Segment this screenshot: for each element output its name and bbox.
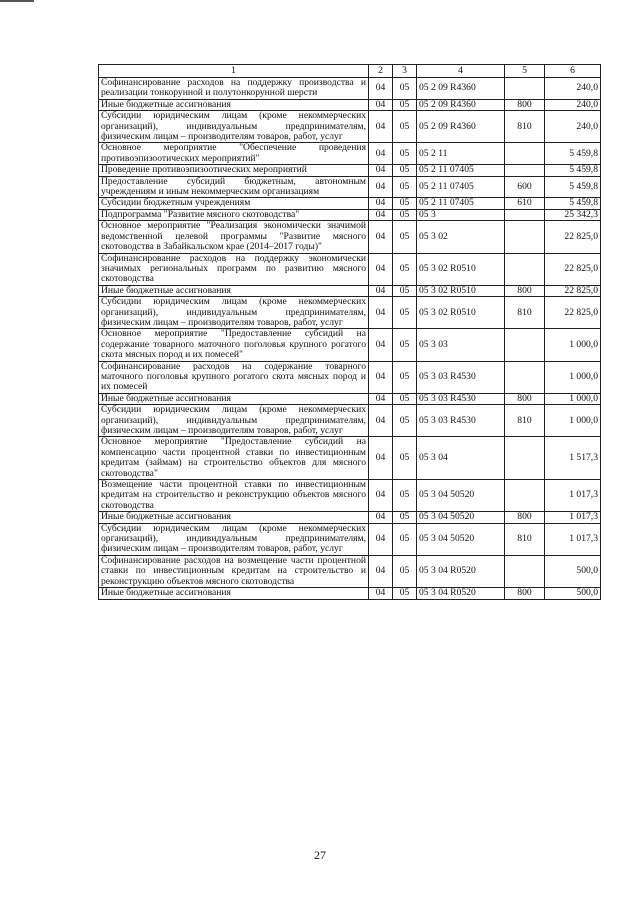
target-article-cell: 05 3 04 R0520 (417, 588, 505, 599)
section-code-cell: 04 (369, 111, 393, 143)
subsection-code-cell: 05 (393, 285, 417, 296)
expense-type-cell (505, 555, 545, 587)
expense-type-cell: 810 (505, 405, 545, 437)
subsection-code-cell: 05 (393, 588, 417, 599)
table-row (99, 221, 601, 253)
table-row (99, 523, 601, 555)
target-article-cell: 05 2 11 07405 (417, 176, 505, 198)
table-header-row (99, 65, 601, 78)
row-name-cell: Софинансирование расходов на возмещение части процентной ставки по инвестиционным кредитам на строительство и реконструкцию объектов мясного скотоводства (99, 555, 369, 587)
row-name-cell: Проведение противоэпизоотических мероприятий (99, 165, 369, 176)
top-edge-mark (0, 0, 34, 2)
amount-cell: 25 342,3 (545, 209, 601, 220)
target-article-cell: 05 2 09 R4360 (417, 111, 505, 143)
table-row (99, 165, 601, 176)
row-name-cell: Субсидии юридическим лицам (кроме некоммерческих организаций), индивидуальным предпринимателям, физическим лицам – производителям товаров, работ, услуг (99, 297, 369, 329)
expense-type-cell (505, 480, 545, 512)
amount-cell: 1 000,0 (545, 405, 601, 437)
subsection-code-cell: 05 (393, 176, 417, 198)
target-article-cell: 05 3 04 R0520 (417, 555, 505, 587)
row-name-cell: Иные бюджетные ассигнования (99, 99, 369, 110)
row-name-cell: Основное мероприятие "Предоставление субсидий на содержание товарного маточного поголовья крупного рогатого скота мясных пород и их помесей" (99, 329, 369, 361)
expense-type-cell (505, 253, 545, 285)
row-name-cell: Иные бюджетные ассигнования (99, 393, 369, 404)
section-code-cell: 04 (369, 512, 393, 523)
subsection-code-cell: 05 (393, 78, 417, 100)
target-article-cell: 05 3 02 (417, 221, 505, 253)
table-row (99, 329, 601, 361)
amount-cell: 1 017,3 (545, 523, 601, 555)
table-row (99, 405, 601, 437)
table-row (99, 512, 601, 523)
expense-type-cell (505, 209, 545, 220)
expense-type-cell: 610 (505, 198, 545, 209)
table-row (99, 555, 601, 587)
table-row (99, 176, 601, 198)
target-article-cell: 05 2 11 07405 (417, 165, 505, 176)
table-row (99, 393, 601, 404)
row-name-cell: Софинансирование расходов на поддержку экономически значимых региональных программ по развитию мясного скотоводства (99, 253, 369, 285)
target-article-cell: 05 2 09 R4360 (417, 99, 505, 110)
subsection-code-cell: 05 (393, 209, 417, 220)
table-row (99, 437, 601, 480)
column-header: 5 (505, 65, 545, 78)
target-article-cell: 05 3 03 R4530 (417, 405, 505, 437)
row-name-cell: Основное мероприятие "Реализация экономически значимой ведомственной целевой программы "Развитие мясного скотоводства в Забайкальском крае (2014–2017 годы)" (99, 221, 369, 253)
expense-type-cell: 800 (505, 512, 545, 523)
table-row (99, 253, 601, 285)
subsection-code-cell: 05 (393, 221, 417, 253)
table-row (99, 480, 601, 512)
subsection-code-cell: 05 (393, 198, 417, 209)
amount-cell: 5 459,8 (545, 143, 601, 165)
subsection-code-cell: 05 (393, 512, 417, 523)
expense-type-cell (505, 78, 545, 100)
row-name-cell: Основное мероприятие "Обеспечение проведения противоэпизоотических мероприятий" (99, 143, 369, 165)
expense-type-cell (505, 329, 545, 361)
target-article-cell: 05 3 03 R4530 (417, 361, 505, 393)
table-row (99, 198, 601, 209)
budget-table (98, 64, 601, 600)
expense-type-cell (505, 361, 545, 393)
table-row (99, 111, 601, 143)
section-code-cell: 04 (369, 555, 393, 587)
expense-type-cell (505, 165, 545, 176)
target-article-cell: 05 3 02 R0510 (417, 297, 505, 329)
table-row (99, 361, 601, 393)
amount-cell: 5 459,8 (545, 198, 601, 209)
target-article-cell: 05 3 03 (417, 329, 505, 361)
expense-type-cell (505, 437, 545, 480)
table-row (99, 285, 601, 296)
table-row (99, 588, 601, 599)
section-code-cell: 04 (369, 393, 393, 404)
table-row (99, 99, 601, 110)
table-row (99, 143, 601, 165)
amount-cell: 22 825,0 (545, 221, 601, 253)
subsection-code-cell: 05 (393, 523, 417, 555)
column-header: 1 (99, 65, 369, 78)
section-code-cell: 04 (369, 143, 393, 165)
subsection-code-cell: 05 (393, 437, 417, 480)
expense-type-cell: 800 (505, 285, 545, 296)
section-code-cell: 04 (369, 588, 393, 599)
amount-cell: 240,0 (545, 99, 601, 110)
column-header: 2 (369, 65, 393, 78)
column-header: 6 (545, 65, 601, 78)
target-article-cell: 05 2 11 07405 (417, 198, 505, 209)
subsection-code-cell: 05 (393, 99, 417, 110)
row-name-cell: Софинансирование расходов на содержание товарного маточного поголовья крупного рогатого скота мясных пород и их помесей (99, 361, 369, 393)
target-article-cell: 05 2 11 (417, 143, 505, 165)
expense-type-cell: 800 (505, 99, 545, 110)
target-article-cell: 05 3 04 50520 (417, 512, 505, 523)
section-code-cell: 04 (369, 165, 393, 176)
section-code-cell: 04 (369, 285, 393, 296)
amount-cell: 22 825,0 (545, 297, 601, 329)
amount-cell: 240,0 (545, 111, 601, 143)
subsection-code-cell: 05 (393, 297, 417, 329)
amount-cell: 22 825,0 (545, 253, 601, 285)
amount-cell: 5 459,8 (545, 176, 601, 198)
target-article-cell: 05 3 04 (417, 437, 505, 480)
row-name-cell: Иные бюджетные ассигнования (99, 588, 369, 599)
amount-cell: 1 000,0 (545, 361, 601, 393)
section-code-cell: 04 (369, 480, 393, 512)
row-name-cell: Возмещение части процентной ставки по инвестиционным кредитам на строительство и реконструкцию объектов мясного скотоводства (99, 480, 369, 512)
row-name-cell: Субсидии юридическим лицам (кроме некоммерческих организаций), индивидуальным предпринимателям, физическим лицам – производителям товаров, работ, услуг (99, 405, 369, 437)
section-code-cell: 04 (369, 209, 393, 220)
section-code-cell: 04 (369, 329, 393, 361)
section-code-cell: 04 (369, 221, 393, 253)
row-name-cell: Софинансирование расходов на поддержку производства и реализации тонкорунной и полутонкорунной шерсти (99, 78, 369, 100)
amount-cell: 5 459,8 (545, 165, 601, 176)
subsection-code-cell: 05 (393, 143, 417, 165)
expense-type-cell: 800 (505, 588, 545, 599)
section-code-cell: 04 (369, 297, 393, 329)
section-code-cell: 04 (369, 176, 393, 198)
section-code-cell: 04 (369, 253, 393, 285)
expense-type-cell: 810 (505, 111, 545, 143)
row-name-cell: Предоставление субсидий бюджетным, автономным учреждениям и иным некоммерческим организациям (99, 176, 369, 198)
target-article-cell: 05 3 02 R0510 (417, 253, 505, 285)
row-name-cell: Субсидии юридическим лицам (кроме некоммерческих организаций), индивидуальным предпринимателям, физическим лицам – производителям товаров, работ, услуг (99, 111, 369, 143)
table-row (99, 297, 601, 329)
target-article-cell: 05 3 04 50520 (417, 480, 505, 512)
target-article-cell: 05 2 09 R4360 (417, 78, 505, 100)
row-name-cell: Субсидии бюджетным учреждениям (99, 198, 369, 209)
amount-cell: 1 017,3 (545, 480, 601, 512)
amount-cell: 1 000,0 (545, 393, 601, 404)
row-name-cell: Подпрограмма "Развитие мясного скотоводства" (99, 209, 369, 220)
column-header: 4 (417, 65, 505, 78)
section-code-cell: 04 (369, 78, 393, 100)
subsection-code-cell: 05 (393, 165, 417, 176)
target-article-cell: 05 3 02 R0510 (417, 285, 505, 296)
target-article-cell: 05 3 (417, 209, 505, 220)
section-code-cell: 04 (369, 523, 393, 555)
expense-type-cell: 810 (505, 297, 545, 329)
amount-cell: 240,0 (545, 78, 601, 100)
row-name-cell: Иные бюджетные ассигнования (99, 512, 369, 523)
row-name-cell: Субсидии юридическим лицам (кроме некоммерческих организаций), индивидуальным предпринимателям, физическим лицам – производителям товаров, работ, услуг (99, 523, 369, 555)
expense-type-cell: 800 (505, 393, 545, 404)
amount-cell: 22 825,0 (545, 285, 601, 296)
page-number: 27 (314, 848, 326, 862)
subsection-code-cell: 05 (393, 480, 417, 512)
subsection-code-cell: 05 (393, 393, 417, 404)
amount-cell: 1 000,0 (545, 329, 601, 361)
amount-cell: 1 517,3 (545, 437, 601, 480)
table-row (99, 78, 601, 100)
expense-type-cell: 600 (505, 176, 545, 198)
section-code-cell: 04 (369, 99, 393, 110)
subsection-code-cell: 05 (393, 405, 417, 437)
subsection-code-cell: 05 (393, 329, 417, 361)
target-article-cell: 05 3 04 50520 (417, 523, 505, 555)
expense-type-cell: 810 (505, 523, 545, 555)
amount-cell: 1 017,3 (545, 512, 601, 523)
expense-type-cell (505, 221, 545, 253)
section-code-cell: 04 (369, 437, 393, 480)
amount-cell: 500,0 (545, 588, 601, 599)
amount-cell: 500,0 (545, 555, 601, 587)
subsection-code-cell: 05 (393, 555, 417, 587)
subsection-code-cell: 05 (393, 361, 417, 393)
target-article-cell: 05 3 03 R4530 (417, 393, 505, 404)
column-header: 3 (393, 65, 417, 78)
section-code-cell: 04 (369, 198, 393, 209)
section-code-cell: 04 (369, 405, 393, 437)
section-code-cell: 04 (369, 361, 393, 393)
subsection-code-cell: 05 (393, 111, 417, 143)
row-name-cell: Основное мероприятие "Предоставление субсидий на компенсацию части процентной ставки по инвестиционным кредитам (займам) на строительство объектов для мясного скотоводства" (99, 437, 369, 480)
expense-type-cell (505, 143, 545, 165)
table-row (99, 209, 601, 220)
row-name-cell: Иные бюджетные ассигнования (99, 285, 369, 296)
subsection-code-cell: 05 (393, 253, 417, 285)
